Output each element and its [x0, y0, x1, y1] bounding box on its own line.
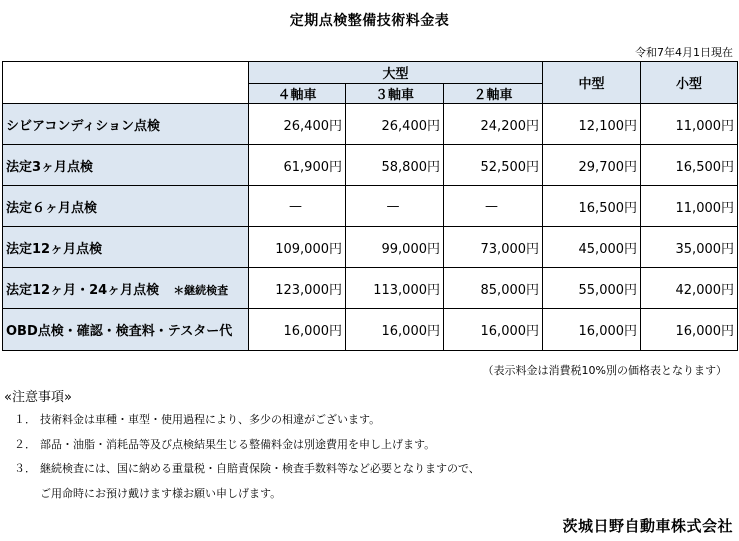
row-label — [3, 268, 249, 309]
fee-cell: 58,800円 — [346, 145, 444, 186]
fee-cell: 16,000円 — [444, 309, 543, 351]
row-label — [3, 309, 249, 351]
note-text: 技術料金は車種・車型・使用過程により、多少の相違がございます。 — [40, 413, 381, 426]
fee-cell: 35,000円 — [641, 227, 738, 268]
effective-date: 令和7年4月1日現在 — [635, 46, 733, 59]
note-text: 継続検査には、国に納める重量税・自賠責保険・検査手数料等など必要となりますので、 — [40, 462, 480, 475]
tax-note: （表示料金は消費税10%別の価格表となります） — [482, 364, 727, 377]
row-label-text: 法定12ヶ月点検 — [6, 241, 103, 257]
fee-cell: 42,000円 — [641, 268, 738, 309]
fee-cell: — — [249, 186, 346, 227]
header-small: 小型 — [641, 62, 738, 104]
fee-cell: — — [444, 186, 543, 227]
table-header-row — [3, 62, 738, 84]
page-title: 定期点検整備技術料金表 — [289, 13, 450, 29]
note-number: ２． — [14, 438, 36, 451]
note-text: ご用命時にお預け戴けます様お願い申しげます。 — [40, 487, 282, 500]
fee-cell: 109,000円 — [249, 227, 346, 268]
header-medium: 中型 — [543, 62, 641, 104]
fee-cell: — — [346, 186, 444, 227]
header-axle-2: ２軸車 — [444, 84, 543, 104]
fee-cell: 11,000円 — [641, 104, 738, 145]
company-name: 茨城日野自動車株式会社 — [562, 517, 733, 535]
table-row — [3, 227, 738, 268]
row-label — [3, 227, 249, 268]
fee-cell: 16,000円 — [346, 309, 444, 351]
fee-cell: 16,500円 — [543, 186, 641, 227]
fee-cell: 16,000円 — [641, 309, 738, 351]
row-label — [3, 186, 249, 227]
fee-cell: 16,500円 — [641, 145, 738, 186]
row-label — [3, 145, 249, 186]
note-number: １． — [14, 413, 36, 426]
notes-title: «注意事項» — [4, 390, 72, 405]
header-large: 大型 — [249, 62, 543, 84]
note-text: 部品・油脂・消耗品等及び点検結果生じる整備料金は別途費用を申し上げます。 — [40, 438, 436, 451]
header-corner-cell — [3, 62, 249, 104]
fee-cell: 12,100円 — [543, 104, 641, 145]
fee-table — [2, 61, 738, 351]
note-item — [14, 460, 480, 476]
row-label-text: 法定12ヶ月・24ヶ月点検 — [6, 282, 160, 298]
note-item — [14, 485, 281, 501]
fee-cell: 29,700円 — [543, 145, 641, 186]
fee-cell: 73,000円 — [444, 227, 543, 268]
table-row — [3, 186, 738, 227]
fee-cell: 11,000円 — [641, 186, 738, 227]
note-item — [14, 436, 435, 452]
fee-cell: 16,000円 — [249, 309, 346, 351]
table-row — [3, 309, 738, 351]
fee-cell: 99,000円 — [346, 227, 444, 268]
row-label-text: シビアコンディション点検 — [6, 118, 161, 134]
row-label-note: ＊継続検査 — [173, 283, 229, 297]
row-label-text: 法定６ヶ月点検 — [6, 200, 98, 216]
fee-cell: 55,000円 — [543, 268, 641, 309]
note-item — [14, 411, 380, 427]
fee-cell: 26,400円 — [249, 104, 346, 145]
table-row — [3, 104, 738, 145]
fee-cell: 123,000円 — [249, 268, 346, 309]
table-row — [3, 145, 738, 186]
fee-cell: 113,000円 — [346, 268, 444, 309]
note-number: ３． — [14, 462, 36, 475]
row-label-text: OBD点検・確認・検査料・テスター代 — [6, 324, 233, 339]
row-label-text: 法定3ヶ月点検 — [6, 159, 94, 175]
table-row — [3, 268, 738, 309]
fee-cell: 52,500円 — [444, 145, 543, 186]
fee-cell: 24,200円 — [444, 104, 543, 145]
header-axle-3: ３軸車 — [346, 84, 444, 104]
fee-cell: 61,900円 — [249, 145, 346, 186]
fee-cell: 85,000円 — [444, 268, 543, 309]
header-axle-4: ４軸車 — [249, 84, 346, 104]
fee-cell: 16,000円 — [543, 309, 641, 351]
fee-cell: 45,000円 — [543, 227, 641, 268]
fee-cell: 26,400円 — [346, 104, 444, 145]
row-label — [3, 104, 249, 145]
